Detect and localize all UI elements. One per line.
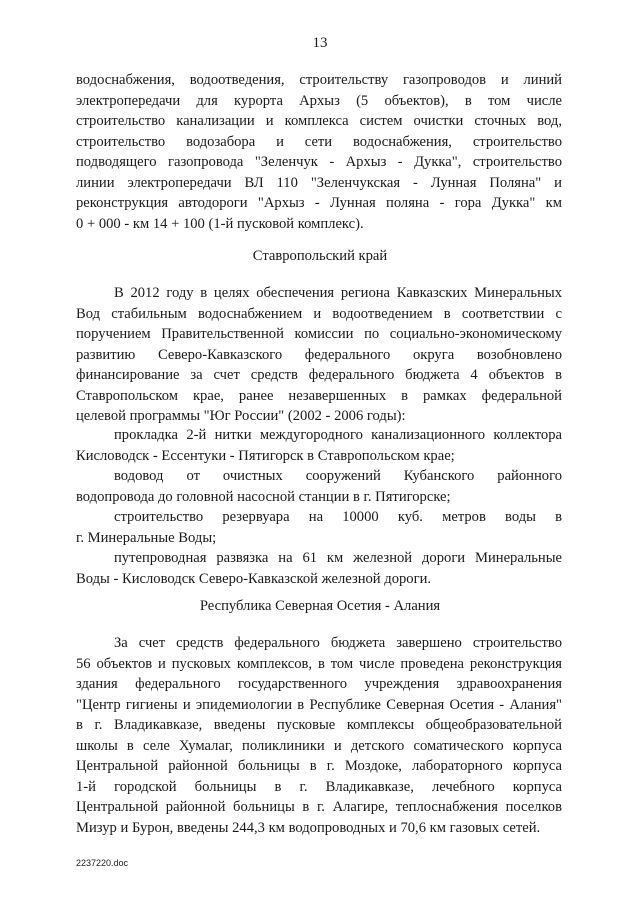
- list-item-line: Кисловодск - Ессентуки - Пятигорск в Ставропольском крае;: [76, 447, 455, 464]
- list-item-line: Воды - Кисловодск Северо-Кавказской железной дороги.: [76, 570, 432, 587]
- section-heading-ossetia: Республика Северная Осетия - Алания: [199, 598, 441, 614]
- page-number: 13: [312, 35, 328, 51]
- document-file-code: 2237220.doc: [76, 858, 129, 868]
- text-line: водоснабжения, водоотведения, строительству газопроводов и линий: [76, 72, 562, 88]
- text-line: здания федерального государственного учреждения здравоохранения: [76, 676, 562, 692]
- stavropol-intro-paragraph: [76, 283, 562, 427]
- list-item-line: водовод от очистных сооружений Кубанского районного: [114, 468, 562, 484]
- text-line: линии электропередачи ВЛ 110 "Зеленчукская - Лунная Поляна" и: [76, 174, 562, 191]
- text-line: В 2012 году в целях обеспечения региона Кавказских Минеральных: [114, 285, 562, 301]
- text-line: подводящего газопровода "Зеленчук - Архыз - Дукка", строительство: [76, 154, 562, 170]
- text-line: целевой программы "Юг России" (2002 - 2006 годы):: [76, 408, 406, 424]
- list-item-line: прокладка 2-й нитки междугородного канализационного коллектора: [114, 427, 562, 443]
- text-line: школы в селе Хумалаг, поликлиники и детского соматического корпуса: [76, 737, 562, 754]
- text-line: развитию Северо-Кавказского федерального округа возобновлено: [76, 346, 562, 363]
- stavropol-list: [76, 425, 562, 589]
- text-line: 56 объектов и пусковых комплексов, в том числе проведена реконструкция: [76, 655, 562, 672]
- list-item-line: путепроводная развязка на 61 км железной дороги Минеральные: [114, 550, 562, 566]
- text-line: За счет средств федерального бюджета завершено строительство: [114, 635, 562, 651]
- text-line: Центральной районной больницы в г. Моздоке, лабораторного корпуса: [76, 758, 562, 774]
- text-line: электропередачи для курорта Архыз (5 объектов), в том числе: [76, 92, 562, 109]
- text-line: Центральной районной больницы в г. Алагире, теплоснабжения поселков: [76, 799, 562, 815]
- text-line: Вод стабильным водоснабжением и водоотведением в соответствии с: [76, 305, 562, 322]
- text-line: Мизур и Бурон, введены 244,3 км водопроводных и 70,6 км газовых сетей.: [76, 819, 541, 836]
- ossetia-paragraph: [76, 633, 562, 838]
- text-line: поручением Правительственной комиссии по социально-экономическому: [76, 326, 562, 342]
- text-line: Ставропольском крае, ранее незавершенных в рамках федеральной: [76, 387, 562, 404]
- text-line: "Центр гигиены и эпидемиологии в Республике Северная Осетия - Алания": [76, 696, 562, 713]
- list-item-line: водопровода до головной насосной станции в г. Пятигорске;: [76, 488, 451, 505]
- text-line: строительство канализации и комплекса систем очистки сточных вод,: [76, 113, 562, 129]
- list-item-line: строительство резервуара на 10000 куб. метров воды в: [114, 509, 562, 525]
- continuation-paragraph: [76, 70, 562, 234]
- section-heading-stavropol: Ставропольский край: [252, 248, 388, 264]
- list-item-line: г. Минеральные Воды;: [76, 529, 217, 546]
- text-line: 0 + 000 - км 14 + 100 (1-й пусковой комплекс).: [76, 215, 364, 232]
- text-line: в г. Владикавказе, введены пусковые комплексы общеобразовательной: [76, 717, 562, 733]
- text-line: финансирование за счет средств федерального бюджета 4 объектов в: [76, 367, 562, 383]
- text-line: реконструкция автодороги "Архыз - Лунная поляна - гора Дукка" км: [76, 195, 562, 211]
- text-line: строительство водозабора и сети водоснабжения, строительство: [76, 133, 562, 150]
- text-line: 1-й городской больницы в г. Владикавказе, лечебного корпуса: [76, 778, 562, 795]
